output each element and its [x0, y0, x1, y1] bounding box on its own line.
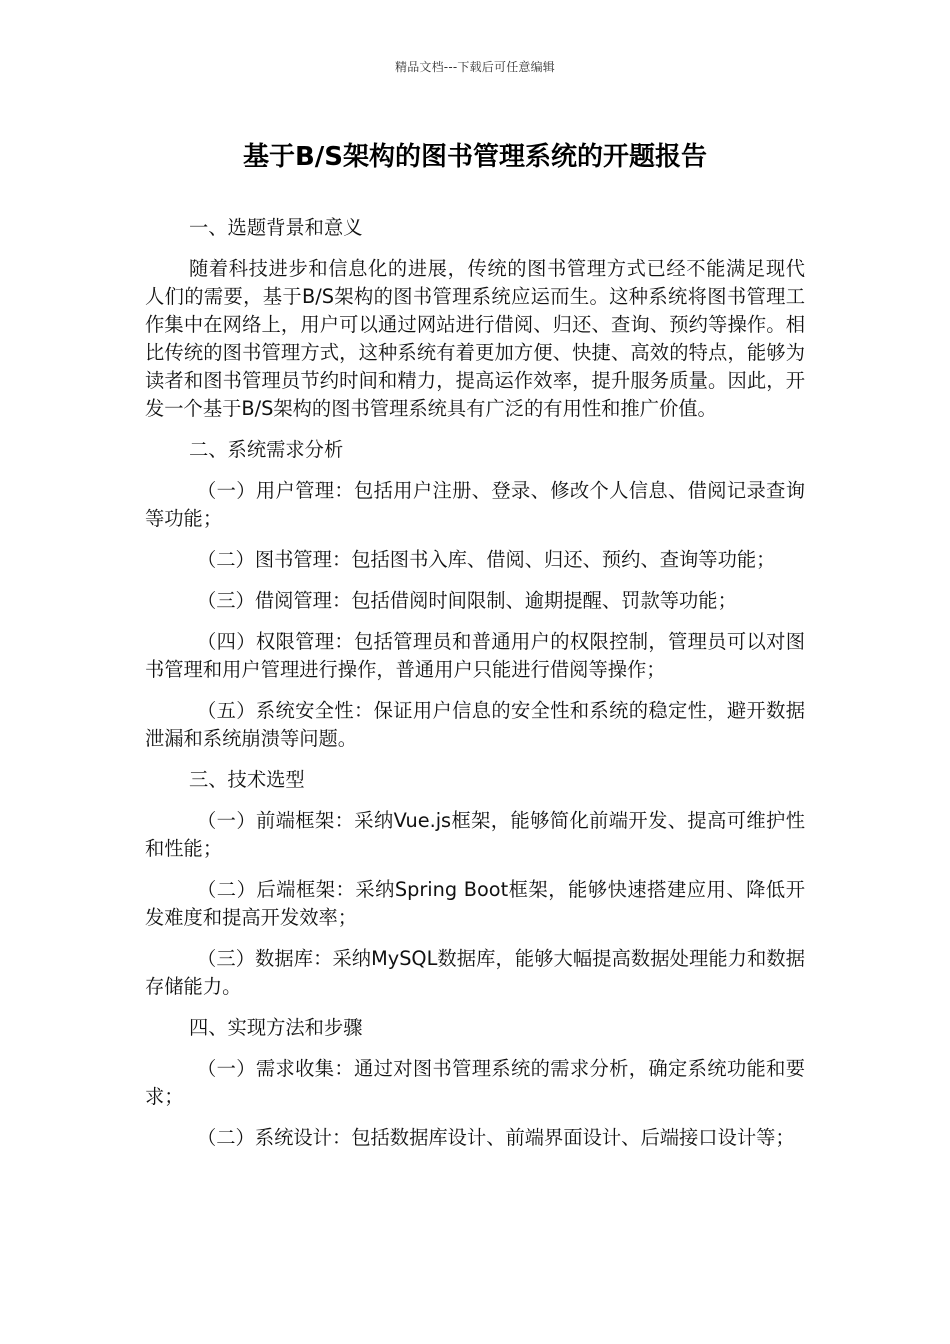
- list-item: （一）前端框架：采纳Vue.js框架，能够简化前端开发、提高可维护性和性能；: [145, 809, 805, 860]
- list-item: （四）权限管理：包括管理员和普通用户的权限控制，管理员可以对图书管理和用户管理进行操作，普通用户只能进行借阅等操作；: [145, 630, 805, 681]
- list-item: （一）用户管理：包括用户注册、登录、修改个人信息、借阅记录查询等功能；: [145, 479, 805, 530]
- section-heading: 四、实现方法和步骤: [189, 1016, 363, 1039]
- header-note: 精品文档---下载后可任意编辑: [395, 60, 555, 74]
- list-item: （三）数据库：采纳MySQL数据库，能够大幅提高数据处理能力和数据存储能力。: [145, 947, 805, 998]
- list-item: （二）图书管理：包括图书入库、借阅、归还、预约、查询等功能；: [197, 548, 776, 571]
- list-item: （二）系统设计：包括数据库设计、前端界面设计、后端接口设计等；: [197, 1126, 795, 1149]
- list-item: （一）需求收集：通过对图书管理系统的需求分析，确定系统功能和要求；: [145, 1057, 805, 1108]
- body-paragraph: 随着科技进步和信息化的进展，传统的图书管理方式已经不能满足现代人们的需要，基于B/S架构的图书管理系统应运而生。这种系统将图书管理工作集中在网络上，用户可以通过网站进行借阅、归还、查询、预约等操作。相比传统的图书管理方式，这种系统有着更加方便、快捷、高效的特点，能够为读者和图书管理员节约时间和精力，提高运作效率，提升服务质量。因此，开发一个基于B/S架构的图书管理系统具有广泛的有用性和推广价值。: [145, 257, 805, 420]
- section-heading: 二、系统需求分析: [189, 438, 344, 461]
- document-body: [145, 214, 805, 1165]
- list-item: （五）系统安全性：保证用户信息的安全性和系统的稳定性，避开数据泄漏和系统崩溃等问题。: [145, 699, 805, 750]
- list-item: （二）后端框架：采纳Spring Boot框架，能够快速搭建应用、降低开发难度和提高开发效率；: [145, 878, 805, 929]
- document-title: 基于B/S架构的图书管理系统的开题报告: [242, 142, 708, 172]
- section-heading: 一、选题背景和意义: [189, 216, 363, 239]
- list-item: （三）借阅管理：包括借阅时间限制、逾期提醒、罚款等功能；: [197, 589, 737, 612]
- section-heading: 三、技术选型: [189, 768, 305, 791]
